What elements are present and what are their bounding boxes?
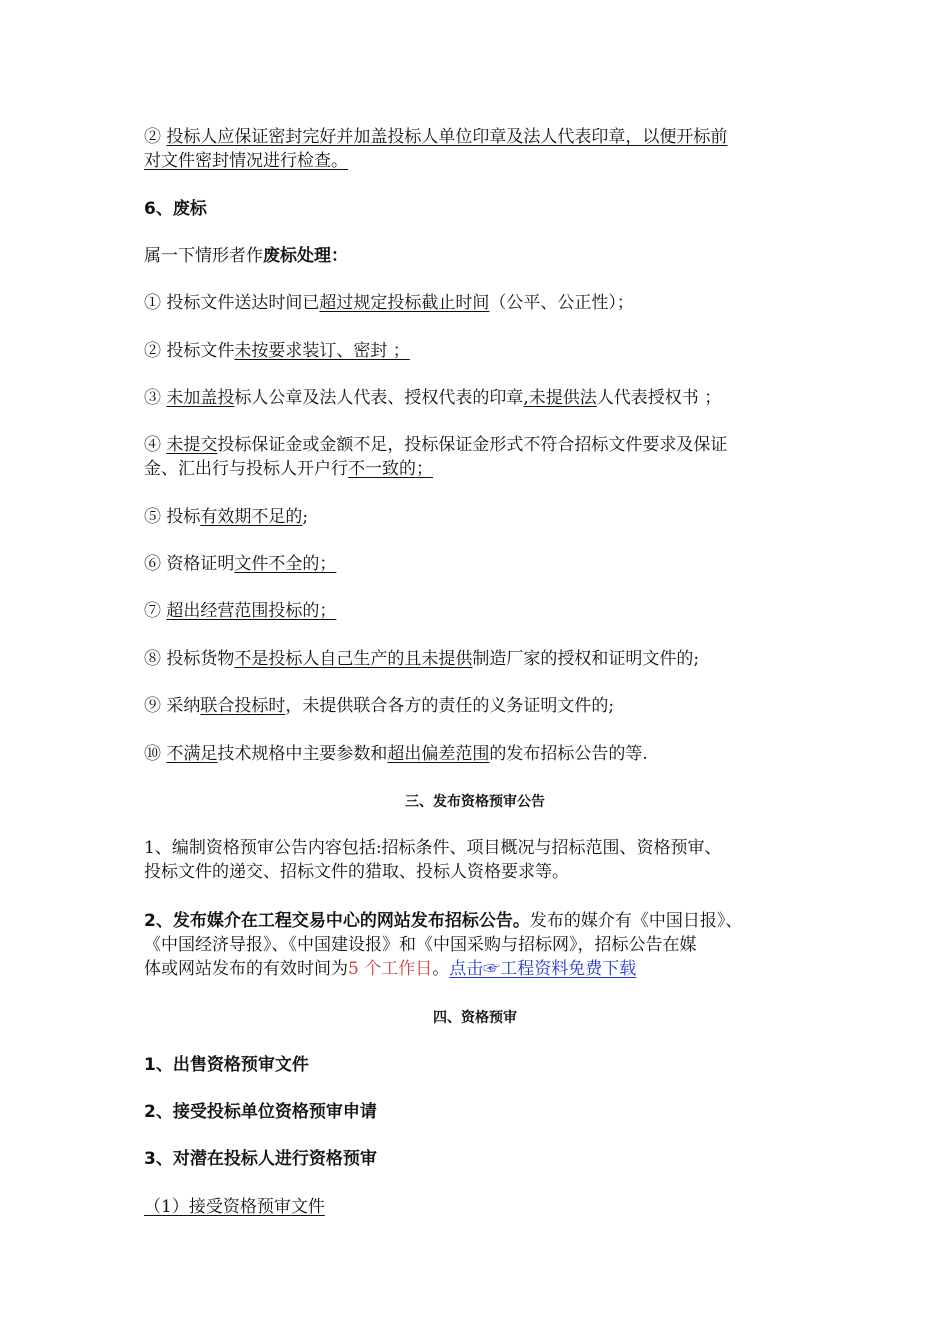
list-item-2 <box>144 339 814 363</box>
underlined-text: 有效期不足的 <box>200 507 303 527</box>
paragraph-intro <box>144 244 814 268</box>
text: 的发布招标公告的等. <box>489 744 648 764</box>
text: 《中国经济导报》、《中国建设报》和《中国采购与招标网》，招标公告在媒 <box>144 935 697 955</box>
text: 投标保证金或金额不足，投标保证金形式不符合招标文件要求及保证 <box>217 435 728 455</box>
underlined-text: （1）接受资格预审文件 <box>144 1197 325 1217</box>
text: 发布的媒介有《中国日报》、 <box>529 911 743 931</box>
text: ⑧ 投标货物 <box>144 649 235 669</box>
download-link[interactable]: 点击☞工程资料免费下载 <box>449 959 637 979</box>
text: 人代表授权书 ； <box>596 388 722 408</box>
section-heading-4: 四、资格预审 <box>433 1010 517 1026</box>
list-item-6 <box>144 552 814 576</box>
underlined-text: 不是投标人自己生产的且未提供 <box>234 649 473 669</box>
underlined-text: 未提交 <box>166 435 218 455</box>
text: ③ <box>144 388 167 408</box>
list-item-9 <box>144 694 814 718</box>
text: 投标文件的递交、招标文件的猎取、投标人资格要求等。 <box>144 862 569 882</box>
underlined-text: 联合投标时 <box>200 696 286 716</box>
underlined-text: 不一致的； <box>348 459 433 479</box>
text: ⑦ <box>144 601 167 621</box>
underlined-text: 未按要求装订、密封 ； <box>234 341 410 361</box>
text: ⑨ 采纳 <box>144 696 201 716</box>
list-item-10 <box>144 742 814 766</box>
text: ② 投标文件 <box>144 341 235 361</box>
list-item-4 <box>144 433 814 481</box>
section-heading-3: 三、发布资格预审公告 <box>405 794 545 810</box>
underlined-text: 文件不全的； <box>234 554 337 574</box>
text: ① 投标文件送达时间已 <box>144 293 320 313</box>
highlight-text: 5 个工作日 <box>348 959 433 979</box>
text: ，未提供联合各方的责任的义务证明文件的; <box>285 696 615 716</box>
list-item-3 <box>144 386 814 410</box>
heading-sell-documents: 1、出售资格预审文件 <box>144 1055 309 1075</box>
text: 技术规格中主要参数和 <box>217 744 388 764</box>
list-item-8 <box>144 647 814 671</box>
underlined-text: 对文件密封情况进行检查。 <box>144 151 348 171</box>
underlined-text: 超过规定投标截止时间 <box>319 293 490 313</box>
underlined-text: ,未提供法 <box>523 388 597 408</box>
text: ; <box>302 507 309 527</box>
text: 1、编制资格预审公告内容包括:招标条件、项目概况与招标范围、资格预审、 <box>144 838 722 858</box>
underlined-text: 超出偏差范围 <box>387 744 490 764</box>
text: 。 <box>432 959 450 979</box>
paragraph-seal-requirement <box>144 125 814 173</box>
text: 金、汇出行与投标人开户行 <box>144 459 348 479</box>
text: ② <box>144 127 167 147</box>
text: ⑩ <box>144 744 167 764</box>
heading-accept-applications: 2、接受投标单位资格预审申请 <box>144 1102 377 1122</box>
underlined-text: 超出经营范围投标的； <box>166 601 337 621</box>
sub-heading-receive-documents <box>144 1195 814 1219</box>
text: 标人公章及法人代表、授权代表的印章 <box>234 388 524 408</box>
underlined-text: 投标人应保证密封完好并加盖投标人单位印章及法人代表印章，以便开标前 <box>166 127 728 147</box>
underlined-text: 未加盖投 <box>166 388 235 408</box>
text: ④ <box>144 435 167 455</box>
paragraph-notice-content <box>144 836 814 884</box>
list-item-7 <box>144 599 814 623</box>
list-item-5 <box>144 505 814 529</box>
list-item-1 <box>144 291 814 315</box>
text: ⑥ 资格证明 <box>144 554 235 574</box>
bold-text: 废标处理： <box>263 246 348 266</box>
bold-text: 2、发布媒介在工程交易中心的网站发布招标公告。 <box>144 911 530 931</box>
text: ⑤ 投标 <box>144 507 201 527</box>
text: （公平、公正性）； <box>489 293 634 313</box>
heading-prequalify-bidders: 3、对潜在投标人进行资格预审 <box>144 1149 377 1169</box>
paragraph-media <box>144 909 814 981</box>
text: 属一下情形者作 <box>144 246 263 266</box>
text: 体或网站发布的有效时间为 <box>144 959 348 979</box>
heading-invalid-bid: 6、废标 <box>144 199 207 219</box>
text: 制造厂家的授权和证明文件的; <box>472 649 700 669</box>
underlined-text: 不满足 <box>166 744 218 764</box>
